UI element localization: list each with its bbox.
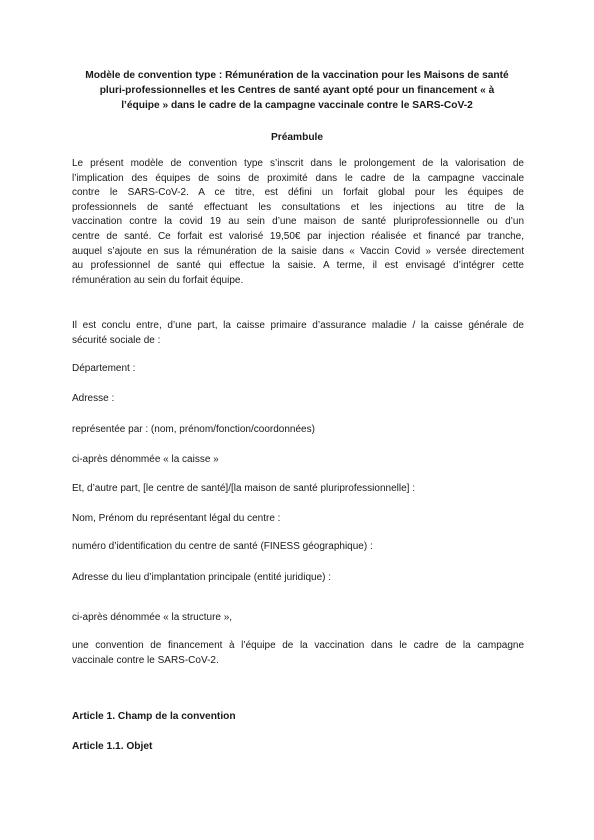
numero-finess-line: numéro d’identification du centre de santé (FINESS géographique) : [72, 541, 373, 552]
title-line: pluri-professionnelles et les Centres de santé ayant opté pour un financement « à [99, 85, 495, 96]
title-line: l’équipe » dans le cadre de la campagne vaccinale contre le SARS-CoV-2 [121, 100, 473, 111]
paragraph-line: au professionnel de santé qui effectue la saisie. A terme, il est envisagé d’intégrer cette [72, 260, 524, 272]
paragraph-line: rémunération au sein du forfait équipe. [72, 274, 244, 286]
nom-prenom-line: Nom, Prénom du représentant légal du centre : [72, 513, 281, 524]
paragraph-line: vaccinale contre le SARS-CoV-2. [72, 654, 219, 666]
paragraph-line: l’implication des équipes de soins de proximité dans le cadre de la campagne vaccinale [72, 172, 524, 184]
paragraph-line: Le présent modèle de convention type s’inscrit dans le prolongement de la valorisation de [72, 158, 524, 169]
adresse-lieu-line: Adresse du lieu d’implantation principale (entité juridique) : [72, 572, 332, 583]
title-line: Modèle de convention type : Rémunération de la vaccination pour les Maisons de santé [85, 70, 509, 81]
adresse-line: Adresse : [72, 393, 115, 404]
paragraph-line: centre de santé. Ce forfait est valorisé 19,50€ par injection réalisée et financé par tranche, [72, 230, 524, 242]
article-1-heading: Article 1. Champ de la convention [72, 711, 236, 722]
paragraph-line: auquel s’ajoute en sus la rémunération de la saisie dans « Vaccin Covid » versée directement [72, 245, 524, 257]
preamble-heading: Préambule [270, 132, 324, 143]
ci-apres-caisse-line: ci-après dénommée « la caisse » [72, 454, 219, 465]
convention-paragraph [72, 639, 524, 668]
preamble-paragraph [72, 157, 524, 288]
representee-line: représentée par : (nom, prénom/fonction/coordonnées) [72, 424, 315, 435]
document-title [70, 68, 524, 113]
autre-part-line: Et, d’autre part, [le centre de santé]/[la maison de santé pluriprofessionnelle] : [72, 483, 415, 494]
departement-line: Département : [72, 363, 136, 374]
ci-apres-structure-line: ci-après dénommée « la structure », [72, 612, 233, 623]
article-1-1-heading: Article 1.1. Objet [72, 741, 153, 752]
paragraph-line: sécurité sociale de : [72, 334, 161, 346]
paragraph-line: Il est conclu entre, d’une part, la caisse primaire d’assurance maladie / la caisse générale de [72, 320, 524, 331]
paragraph-line: vaccination contre la covid 19 au sein d’une maison de santé pluriprofessionnelle ou d’un [72, 216, 524, 228]
parties-paragraph [72, 319, 524, 348]
paragraph-line: professionnels de santé effectuant les consultations et les injections au titre de la [72, 201, 524, 213]
paragraph-line: une convention de financement à l’équipe de la vaccination dans le cadre de la campagne [72, 640, 524, 651]
paragraph-line: contre le SARS-CoV-2. A ce titre, est défini un forfait global pour les équipes de [72, 187, 524, 199]
